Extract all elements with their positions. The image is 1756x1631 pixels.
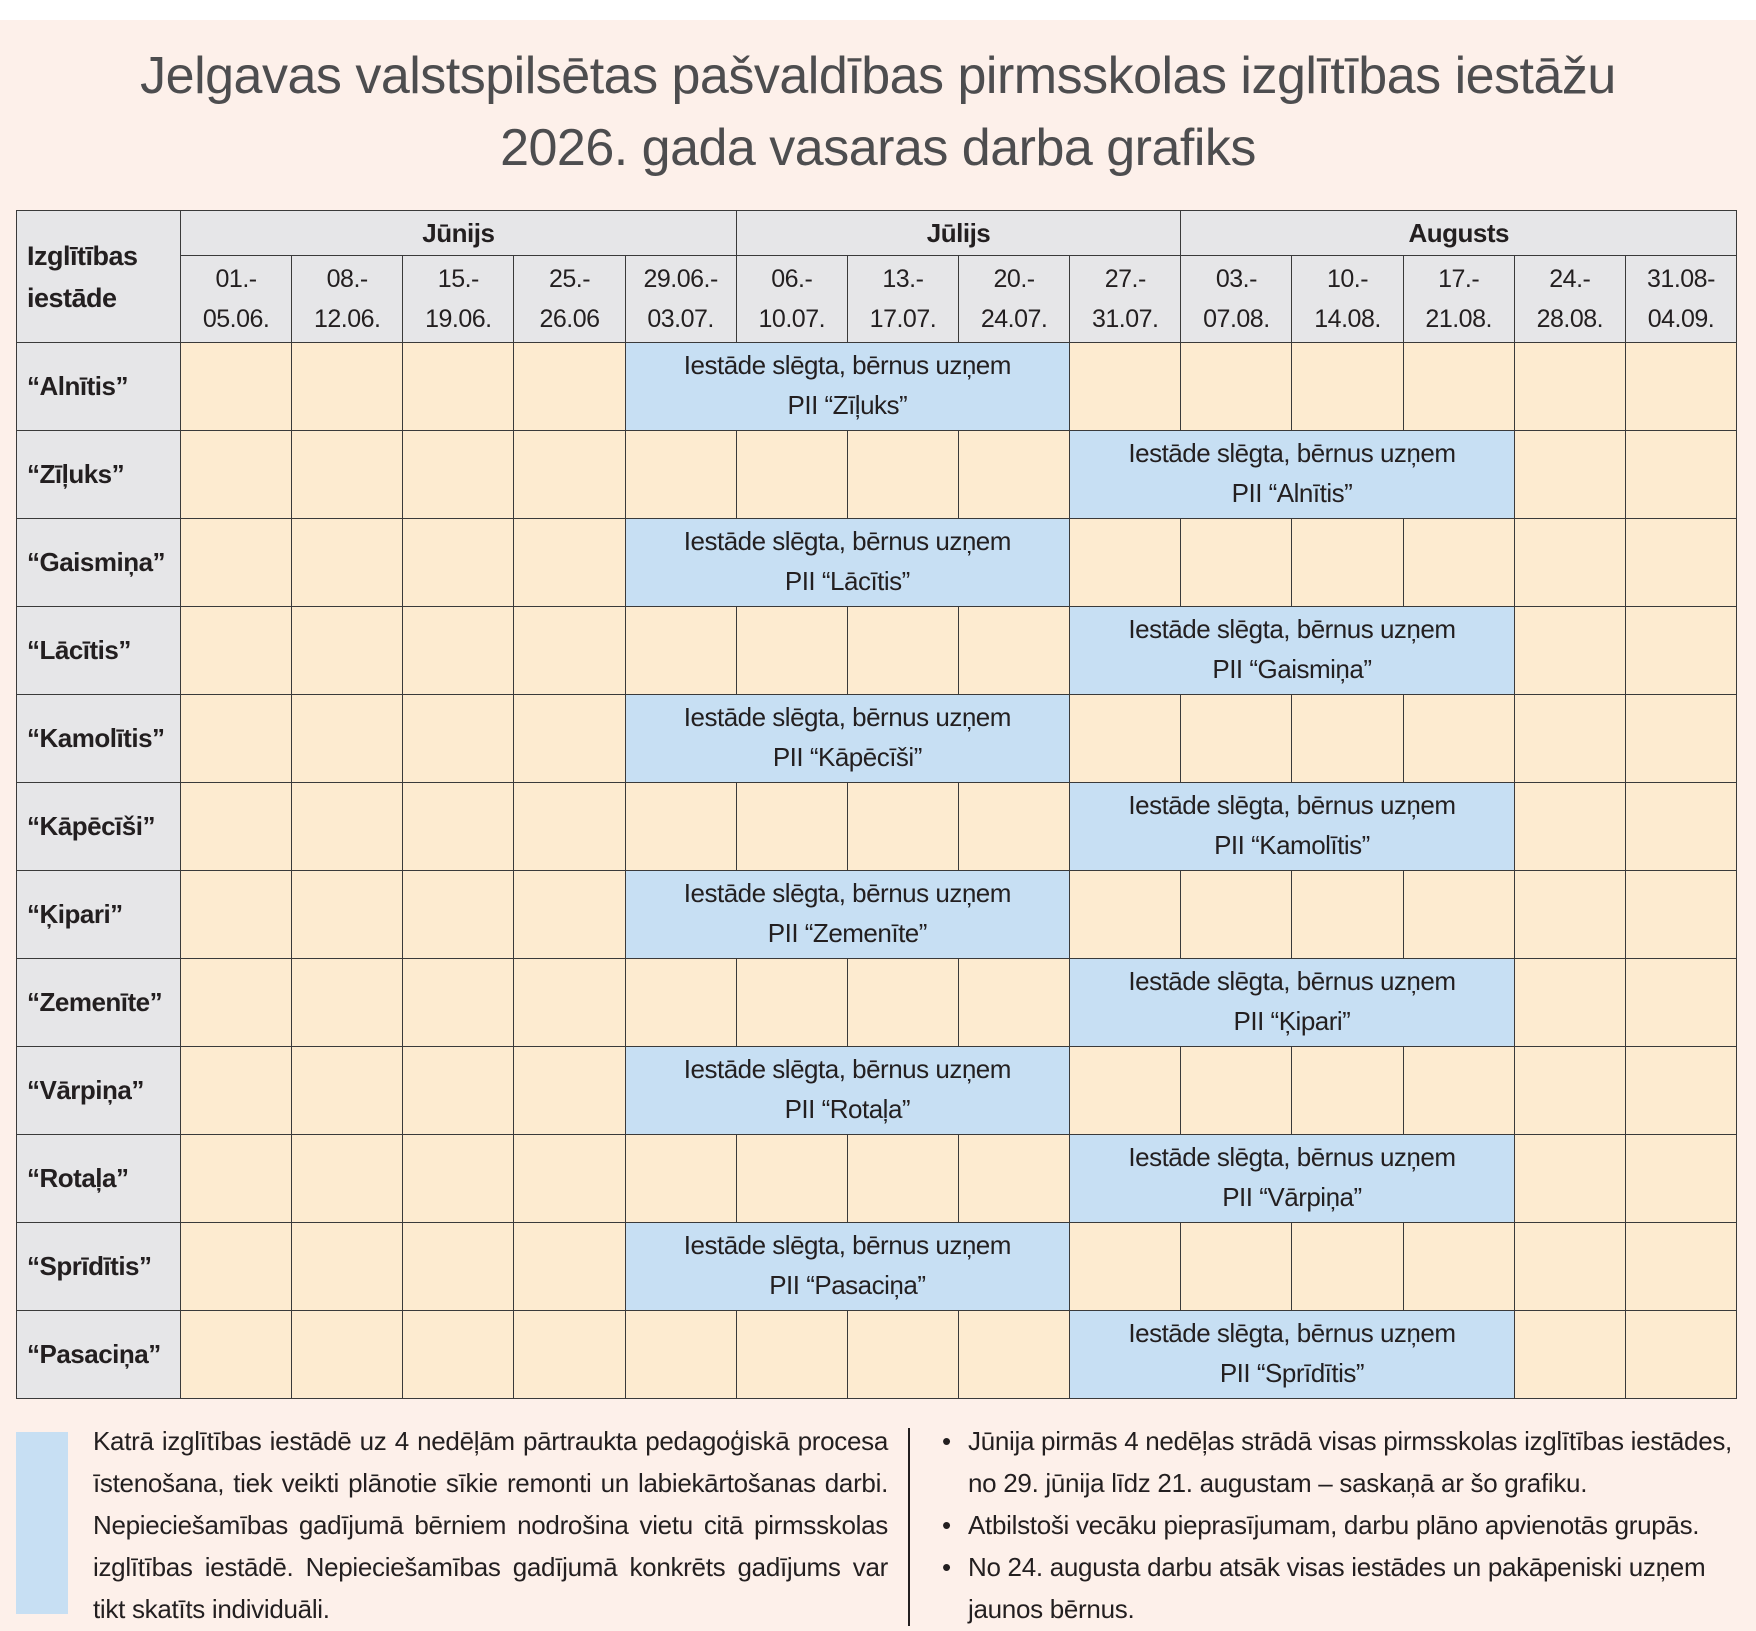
receiving-institution: PII “Alnītis” [1231,478,1353,508]
closed-label: Iestāde slēgta, bērnus uzņem [1128,1142,1456,1172]
open-week-cell [847,431,958,519]
open-week-cell [1514,519,1625,607]
month-header: Augusts [1181,211,1737,256]
open-week-cell [403,783,514,871]
closed-period-cell [1070,783,1515,871]
open-week-cell [625,783,736,871]
table-row [17,695,1737,783]
open-week-cell [1292,871,1403,959]
open-week-cell [1625,431,1736,519]
table-row [17,871,1737,959]
bullet-icon: • [942,1552,951,1582]
open-week-cell [514,1311,625,1399]
week-header-line-1: 25.- [548,265,591,293]
open-week-cell [1514,607,1625,695]
week-header-row [17,256,1737,343]
open-week-cell [736,1311,847,1399]
receiving-institution: PII “Zemenīte” [767,918,927,948]
open-week-cell [1625,695,1736,783]
open-week-cell [1514,1311,1625,1399]
table-row [17,1311,1737,1399]
institution-name: “Vārpiņa” [17,1047,181,1135]
open-week-cell [1625,783,1736,871]
closed-label: Iestāde slēgta, bērnus uzņem [1128,966,1456,996]
open-week-cell [181,607,292,695]
closed-label: Iestāde slēgta, bērnus uzņem [1128,438,1456,468]
legend-text: Katrā izglītības iestādē uz 4 nedēļām pārtraukta pedagoģiskā procesa īstenošana, tiek veikti plānotie sīkie remonti un labiekārtošanas darbi. Nepieciešamības gadījumā bērniem nodrošina vietu citā pirmsskolas izglītības iestādē. Nepieciešamības gadījumā konkrēts gadījums var tikt skatīts individuāli. [93,1426,888,1624]
open-week-cell [1403,343,1514,431]
table-row [17,519,1737,607]
note-text: Jūnija pirmās 4 nedēļas strādā visas pirmsskolas izglītības iestādes, no 29. jūnija līdz 21. augustam – saskaņā ar šo grafiku. [968,1426,1732,1498]
open-week-cell [847,1135,958,1223]
open-week-cell [1625,1135,1736,1223]
week-header-line-1: 08.- [326,265,368,293]
open-week-cell [959,959,1070,1047]
open-week-cell [1070,1223,1181,1311]
open-week-cell [181,519,292,607]
page-title [0,40,1756,184]
week-header-line-1: 31.08- [1647,265,1715,293]
note-text: Atbilstoši vecāku pieprasījumam, darbu plāno apvienotās grupās. [968,1510,1700,1540]
month-header-row [17,211,1737,256]
open-week-cell [847,1311,958,1399]
week-header [181,256,292,343]
open-week-cell [736,959,847,1047]
schedule-table [16,210,1737,1399]
open-week-cell [1181,519,1292,607]
closed-label: Iestāde slēgta, bērnus uzņem [683,350,1011,380]
institution-header-line-2: iestāde [27,282,117,313]
week-header-line-2: 24.07. [980,305,1048,333]
institution-name: “Kāpēcīši” [17,783,181,871]
institution-name: “Sprīdītis” [17,1223,181,1311]
open-week-cell [181,431,292,519]
open-week-cell [736,1135,847,1223]
closed-period-cell [625,1223,1070,1311]
note-item [940,1546,1740,1630]
closed-period-cell [625,519,1070,607]
week-header [403,256,514,343]
institution-header-line-1: Izglītības [27,240,138,271]
legend-swatch [16,1432,68,1614]
receiving-institution: PII “Pasaciņa” [769,1270,926,1300]
week-header-line-1: 01.- [215,265,257,293]
open-week-cell [625,607,736,695]
open-week-cell [181,871,292,959]
open-week-cell [514,1047,625,1135]
week-header [1514,256,1625,343]
open-week-cell [1070,871,1181,959]
open-week-cell [1292,519,1403,607]
open-week-cell [1514,431,1625,519]
open-week-cell [292,519,403,607]
footer-divider [908,1428,910,1626]
open-week-cell [514,607,625,695]
open-week-cell [514,959,625,1047]
week-header-line-2: 07.08. [1203,305,1270,333]
week-header [1292,256,1403,343]
open-week-cell [959,783,1070,871]
week-header-line-1: 20.- [993,265,1035,293]
closed-period-cell [625,695,1070,783]
closed-period-cell [625,1047,1070,1135]
open-week-cell [625,431,736,519]
title-line-2: 2026. gada vasaras darba grafiks [500,119,1256,177]
open-week-cell [1625,871,1736,959]
closed-period-cell [625,343,1070,431]
institution-name: “Pasaciņa” [17,1311,181,1399]
closed-label: Iestāde slēgta, bērnus uzņem [683,1230,1011,1260]
open-week-cell [1625,959,1736,1047]
open-week-cell [403,1311,514,1399]
open-week-cell [181,343,292,431]
bullet-icon: • [942,1426,951,1456]
open-week-cell [403,431,514,519]
institution-name: “Kamolītis” [17,695,181,783]
open-week-cell [514,1135,625,1223]
open-week-cell [1181,1223,1292,1311]
week-header-line-2: 10.07. [758,305,826,333]
open-week-cell [514,783,625,871]
institution-name: “Zemenīte” [17,959,181,1047]
table-row [17,1223,1737,1311]
open-week-cell [1403,1223,1514,1311]
institution-name: “Zīļuks” [17,431,181,519]
open-week-cell [1292,695,1403,783]
week-header-line-2: 26.06 [539,305,600,333]
week-header-line-1: 03.- [1215,265,1257,293]
institution-name: “Gaismiņa” [17,519,181,607]
open-week-cell [1514,1223,1625,1311]
week-header [292,256,403,343]
week-header-line-1: 15.- [437,265,479,293]
closed-period-cell [1070,959,1515,1047]
week-header-line-2: 03.07. [647,305,714,333]
table-row [17,343,1737,431]
open-week-cell [1070,1047,1181,1135]
receiving-institution: PII “Sprīdītis” [1219,1358,1365,1388]
table-row [17,1047,1737,1135]
receiving-institution: PII “Rotaļa” [784,1094,911,1124]
closed-period-cell [1070,431,1515,519]
open-week-cell [1625,1047,1736,1135]
open-week-cell [292,1223,403,1311]
open-week-cell [1514,695,1625,783]
open-week-cell [736,607,847,695]
open-week-cell [847,959,958,1047]
closed-label: Iestāde slēgta, bērnus uzņem [1128,790,1456,820]
open-week-cell [1292,1223,1403,1311]
open-week-cell [1070,343,1181,431]
open-week-cell [403,343,514,431]
title-line-1: Jelgavas valstspilsētas pašvaldības pirmsskolas izglītības iestāžu [140,47,1616,105]
open-week-cell [292,431,403,519]
open-week-cell [1181,695,1292,783]
table-row [17,959,1737,1047]
month-header: Jūlijs [736,211,1181,256]
open-week-cell [1403,871,1514,959]
week-header [514,256,625,343]
note-item [940,1420,1740,1504]
week-header [1181,256,1292,343]
open-week-cell [292,871,403,959]
bullet-icon: • [942,1510,951,1540]
open-week-cell [292,343,403,431]
receiving-institution: PII “Lācītis” [784,566,910,596]
open-week-cell [959,607,1070,695]
open-week-cell [292,783,403,871]
week-header [847,256,958,343]
receiving-institution: PII “Vārpiņa” [1222,1182,1362,1212]
week-header-line-1: 27.- [1104,265,1146,293]
open-week-cell [403,871,514,959]
institution-name: “Rotaļa” [17,1135,181,1223]
closed-label: Iestāde slēgta, bērnus uzņem [683,1054,1011,1084]
table-row [17,783,1737,871]
open-week-cell [292,1047,403,1135]
week-header-line-2: 05.06. [202,305,270,333]
open-week-cell [1625,1223,1736,1311]
open-week-cell [1403,695,1514,783]
top-strip [0,0,1756,20]
open-week-cell [1181,871,1292,959]
closed-label: Iestāde slēgta, bērnus uzņem [683,526,1011,556]
week-header-line-2: 28.08. [1536,305,1604,333]
open-week-cell [292,607,403,695]
receiving-institution: PII “Kāpēcīši” [772,742,922,772]
open-week-cell [1181,1047,1292,1135]
closed-label: Iestāde slēgta, bērnus uzņem [683,702,1011,732]
open-week-cell [959,1311,1070,1399]
open-week-cell [1514,1135,1625,1223]
open-week-cell [625,1311,736,1399]
open-week-cell [403,607,514,695]
open-week-cell [1403,519,1514,607]
note-item [940,1504,1740,1546]
open-week-cell [847,783,958,871]
open-week-cell [1625,343,1736,431]
open-week-cell [514,431,625,519]
open-week-cell [1625,1311,1736,1399]
open-week-cell [403,1135,514,1223]
open-week-cell [514,695,625,783]
receiving-institution: PII “Kamolītis” [1214,830,1370,860]
notes-list [940,1420,1740,1630]
week-header [1403,256,1514,343]
week-header-line-1: 24.- [1549,265,1591,293]
open-week-cell [514,343,625,431]
open-week-cell [1514,871,1625,959]
open-week-cell [1181,343,1292,431]
week-header [959,256,1070,343]
receiving-institution: PII “Zīļuks” [787,390,908,420]
open-week-cell [1070,519,1181,607]
week-header-line-1: 13.- [882,265,924,293]
open-week-cell [292,1311,403,1399]
week-header-line-1: 10.- [1326,265,1369,293]
open-week-cell [403,695,514,783]
open-week-cell [403,519,514,607]
week-header-line-2: 21.08. [1425,305,1492,333]
open-week-cell [181,1135,292,1223]
open-week-cell [403,959,514,1047]
week-header-line-2: 12.06. [313,305,381,333]
week-header [1625,256,1736,343]
institution-column-header [17,211,181,343]
open-week-cell [736,431,847,519]
week-header-line-1: 17.- [1438,265,1480,293]
open-week-cell [1070,695,1181,783]
table-row [17,431,1737,519]
week-header-line-2: 31.07. [1091,305,1159,333]
open-week-cell [1292,343,1403,431]
closed-period-cell [1070,1135,1515,1223]
open-week-cell [181,783,292,871]
open-week-cell [959,1135,1070,1223]
open-week-cell [181,959,292,1047]
open-week-cell [625,1135,736,1223]
open-week-cell [1625,519,1736,607]
open-week-cell [292,1135,403,1223]
open-week-cell [1403,1047,1514,1135]
closed-period-cell [1070,1311,1515,1399]
week-header-line-1: 29.06.- [643,265,718,293]
open-week-cell [847,607,958,695]
open-week-cell [292,959,403,1047]
week-header [625,256,736,343]
open-week-cell [1625,607,1736,695]
open-week-cell [625,959,736,1047]
institution-name: “Alnītis” [17,343,181,431]
receiving-institution: PII “Ķipari” [1233,1006,1351,1036]
note-text: No 24. augusta darbu atsāk visas iestādes un pakāpeniski uzņem jaunos bērnus. [968,1552,1706,1624]
open-week-cell [1514,959,1625,1047]
week-header [1070,256,1181,343]
week-header-line-1: 06.- [771,265,813,293]
open-week-cell [1514,783,1625,871]
closed-label: Iestāde slēgta, bērnus uzņem [683,878,1011,908]
institution-name: “Ķipari” [17,871,181,959]
week-header-line-2: 17.07. [869,305,937,333]
closed-label: Iestāde slēgta, bērnus uzņem [1128,614,1456,644]
week-header [736,256,847,343]
open-week-cell [1514,1047,1625,1135]
open-week-cell [514,1223,625,1311]
open-week-cell [292,695,403,783]
receiving-institution: PII “Gaismiņa” [1212,654,1372,684]
week-header-line-2: 04.09. [1647,305,1715,333]
open-week-cell [514,519,625,607]
closed-label: Iestāde slēgta, bērnus uzņem [1128,1318,1456,1348]
closed-period-cell [625,871,1070,959]
open-week-cell [403,1223,514,1311]
closed-period-cell [1070,607,1515,695]
week-header-line-2: 19.06. [425,305,492,333]
open-week-cell [403,1047,514,1135]
open-week-cell [514,871,625,959]
month-header: Jūnijs [181,211,737,256]
open-week-cell [959,431,1070,519]
table-row [17,607,1737,695]
week-header-line-2: 14.08. [1314,305,1381,333]
open-week-cell [736,783,847,871]
open-week-cell [181,1223,292,1311]
open-week-cell [181,1311,292,1399]
open-week-cell [1514,343,1625,431]
institution-name: “Lācītis” [17,607,181,695]
open-week-cell [1292,1047,1403,1135]
table-row [17,1135,1737,1223]
open-week-cell [181,695,292,783]
open-week-cell [181,1047,292,1135]
